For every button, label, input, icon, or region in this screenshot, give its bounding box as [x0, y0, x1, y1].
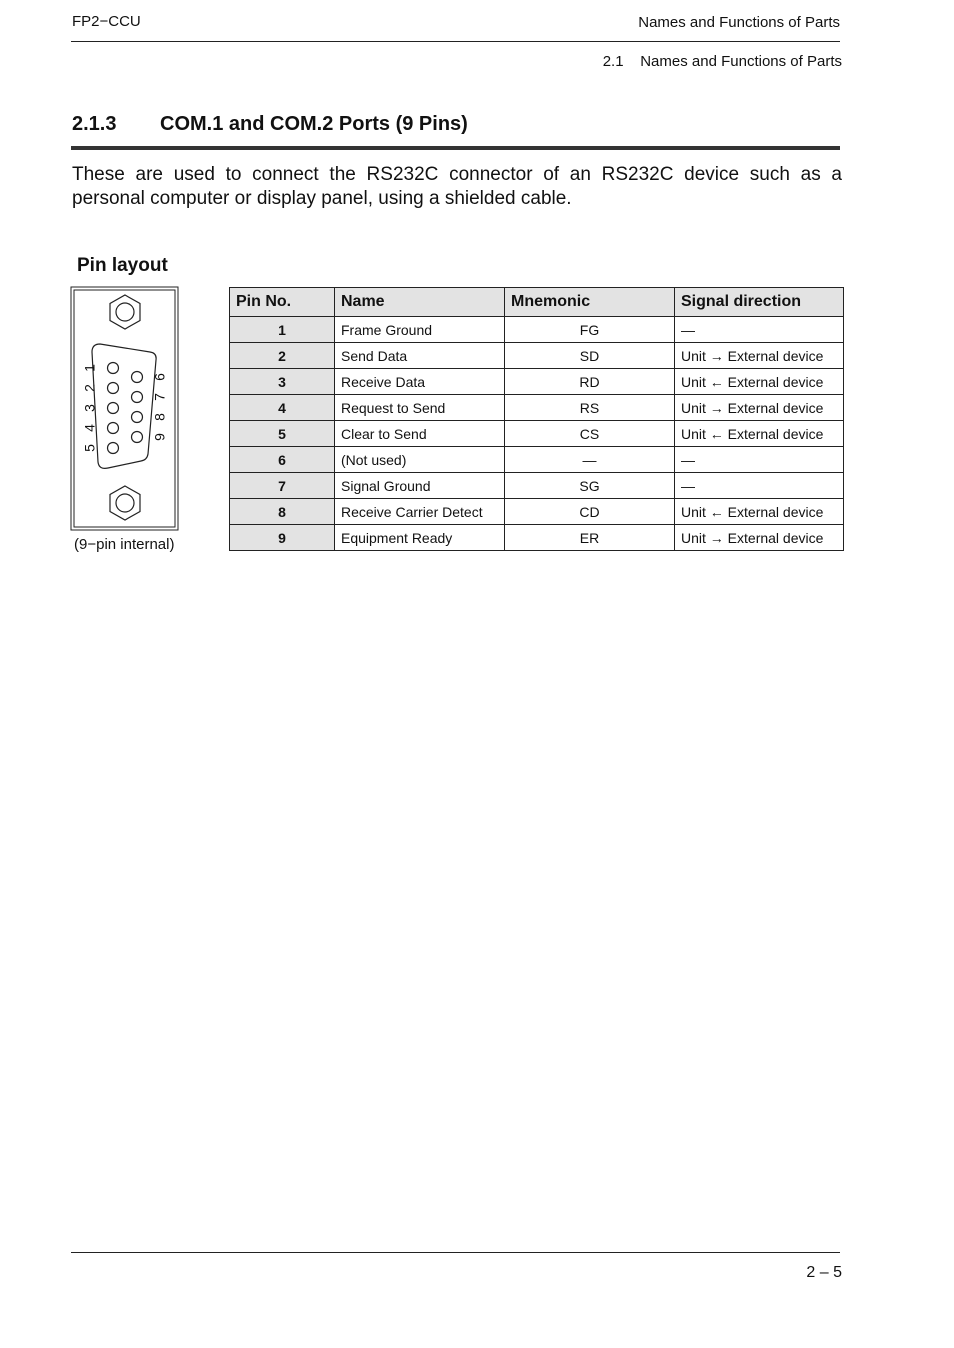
section-divider	[71, 146, 840, 150]
cell-direction: Unit ← External device	[675, 499, 844, 525]
connector-caption: (9−pin internal)	[74, 536, 175, 553]
header-name: Name	[335, 288, 505, 317]
table-row	[230, 525, 844, 551]
header-chapter: Names and Functions of Parts	[638, 14, 840, 31]
header-signal-direction: Signal direction	[675, 288, 844, 317]
cell-pin-no: 2	[230, 343, 335, 369]
cell-direction: —	[675, 317, 844, 343]
cell-mnemonic: CS	[505, 421, 675, 447]
pin-label-5: 5	[81, 444, 98, 452]
pin-label-7: 7	[151, 393, 168, 401]
table-row	[230, 447, 844, 473]
pin-label-9: 9	[151, 433, 168, 441]
cell-name: Signal Ground	[335, 473, 505, 499]
cell-name: Receive Carrier Detect	[335, 499, 505, 525]
header-divider	[71, 41, 840, 42]
cell-pin-no: 7	[230, 473, 335, 499]
table-row	[230, 499, 844, 525]
cell-pin-no: 8	[230, 499, 335, 525]
table-row	[230, 343, 844, 369]
cell-pin-no: 3	[230, 369, 335, 395]
cell-name: Frame Ground	[335, 317, 505, 343]
cell-direction: Unit ← External device	[675, 421, 844, 447]
cell-mnemonic: SD	[505, 343, 675, 369]
pin-label-6: 6	[151, 373, 168, 381]
cell-mnemonic: ER	[505, 525, 675, 551]
cell-direction: —	[675, 473, 844, 499]
cell-mnemonic: —	[505, 447, 675, 473]
header-section: 2.1 Names and Functions of Parts	[602, 53, 842, 70]
table-row	[230, 421, 844, 447]
cell-pin-no: 6	[230, 447, 335, 473]
pin-holes	[108, 363, 143, 454]
header-pin-no: Pin No.	[230, 288, 335, 317]
table-row	[230, 317, 844, 343]
cell-name: Request to Send	[335, 395, 505, 421]
pin-label-1: 1	[81, 364, 98, 372]
pin-table	[229, 287, 844, 551]
table-row	[230, 369, 844, 395]
cell-pin-no: 9	[230, 525, 335, 551]
cell-direction: Unit → External device	[675, 525, 844, 551]
table-row	[230, 395, 844, 421]
pin-label-2: 2	[81, 384, 98, 392]
cell-name: Send Data	[335, 343, 505, 369]
cell-mnemonic: FG	[505, 317, 675, 343]
section-number: 2.1.3	[72, 113, 117, 135]
cell-mnemonic: SG	[505, 473, 675, 499]
db9-connector-diagram	[70, 286, 180, 532]
footer-divider	[71, 1252, 840, 1253]
cell-pin-no: 1	[230, 317, 335, 343]
cell-name: (Not used)	[335, 447, 505, 473]
intro-paragraph: These are used to connect the RS232C connector of an RS232C device such as a personal computer or display panel, using a shielded cable.	[72, 164, 842, 209]
pin-label-4: 4	[81, 424, 98, 432]
cell-direction: Unit → External device	[675, 395, 844, 421]
top-screw-icon	[110, 295, 140, 329]
cell-name: Equipment Ready	[335, 525, 505, 551]
table-row	[230, 473, 844, 499]
cell-direction: Unit ← External device	[675, 369, 844, 395]
cell-name: Clear to Send	[335, 421, 505, 447]
cell-pin-no: 4	[230, 395, 335, 421]
cell-mnemonic: RD	[505, 369, 675, 395]
cell-mnemonic: RS	[505, 395, 675, 421]
pin-label-3: 3	[81, 404, 98, 412]
cell-pin-no: 5	[230, 421, 335, 447]
d-sub-shell	[92, 344, 156, 468]
section-title: COM.1 and COM.2 Ports (9 Pins)	[160, 113, 468, 135]
pin-label-8: 8	[151, 413, 168, 421]
cell-direction: —	[675, 447, 844, 473]
cell-name: Receive Data	[335, 369, 505, 395]
header-mnemonic: Mnemonic	[505, 288, 675, 317]
page-number: 2 – 5	[806, 1264, 842, 1281]
cell-direction: Unit → External device	[675, 343, 844, 369]
bottom-screw-icon	[110, 486, 140, 520]
pin-layout-title: Pin layout	[77, 255, 168, 276]
table-header-row	[230, 288, 844, 317]
header-product: FP2−CCU	[72, 13, 141, 30]
cell-mnemonic: CD	[505, 499, 675, 525]
